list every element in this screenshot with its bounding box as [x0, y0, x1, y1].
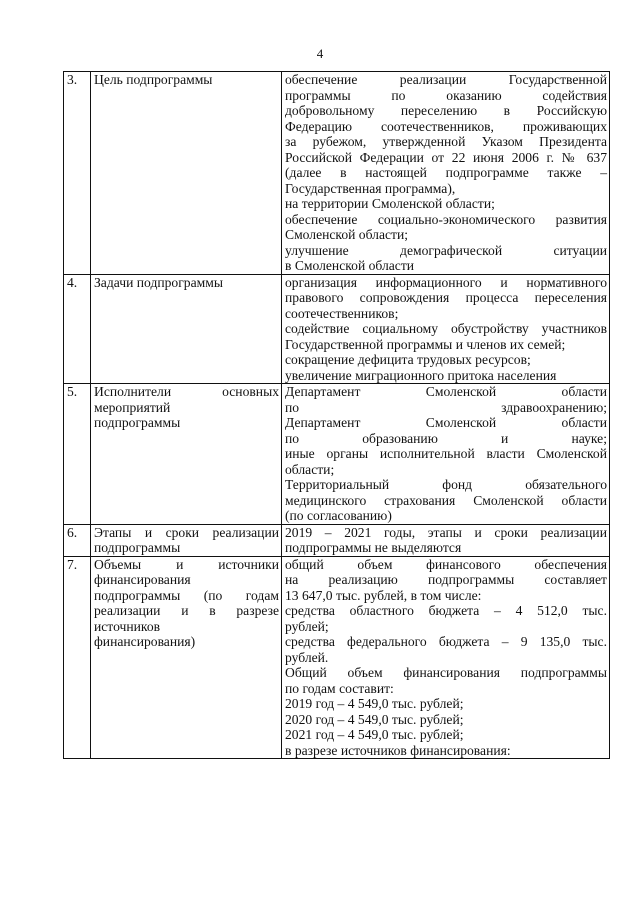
parameter-value-line: Общий объем финансирования подпрограммы [285, 665, 607, 680]
parameter-value-line: 2019 – 2021 годы, этапы и сроки реализации [285, 524, 607, 540]
parameter-value-line: Государственной программы и членов их семей; [285, 336, 566, 352]
parameter-value [282, 556, 610, 759]
table-body [64, 72, 610, 759]
parameter-value-line: рублей; [285, 618, 329, 634]
row-number: 3. [64, 72, 91, 275]
parameter-value-line: обеспечение социально-экономического развития [285, 211, 607, 227]
parameter-name-line: финансирования) [94, 634, 196, 649]
parameter-value [282, 524, 610, 556]
page-number: 4 [316, 46, 324, 61]
parameter-value-line: увеличение миграционного притока населения [285, 367, 557, 383]
parameter-name [91, 524, 282, 556]
parameter-value-line: 2019 год – 4 549,0 тыс. рублей; [285, 696, 464, 711]
parameter-name-line: подпрограммы [94, 540, 181, 555]
parameter-name-line: финансирования [94, 572, 191, 587]
row-number: 7. [64, 556, 91, 759]
parameter-name-line: Цель подпрограммы [94, 72, 213, 87]
parameter-value-line: области; [285, 461, 335, 477]
parameter-value-line: сокращение дефицита трудовых ресурсов; [285, 352, 531, 367]
parameter-value-line: правового сопровождения процесса переселения [285, 290, 607, 305]
parameter-value-line: средства областного бюджета – 4 512,0 тыс. [285, 603, 607, 618]
parameter-value-line: по здравоохранению; [285, 399, 607, 415]
row-number: 6. [64, 524, 91, 556]
parameter-value-line: 13 647,0 тыс. рублей, в том числе: [285, 587, 482, 603]
parameter-value [282, 274, 610, 384]
table-row [64, 556, 610, 759]
parameter-value-line: подпрограммы не выделяются [285, 540, 462, 555]
parameter-value-line: иные органы исполнительной власти Смоленской [285, 446, 607, 461]
parameter-value-line: содействие социальному обустройству участников [285, 321, 607, 336]
parameter-value-line: средства федерального бюджета – 9 135,0 тыс. [285, 634, 607, 649]
parameter-name-line: подпрограммы (по годам [94, 587, 279, 603]
parameter-value-line: Территориальный фонд обязательного [285, 477, 607, 492]
parameter-value-line: (далее в настоящей подпрограмме также – [285, 165, 607, 180]
subprogram-passport-table [63, 71, 610, 759]
parameter-name [91, 72, 282, 275]
parameter-value-line: Департамент Смоленской области [285, 415, 607, 430]
parameter-name [91, 556, 282, 759]
table-row [64, 72, 610, 275]
parameter-name-line: Исполнители основных [94, 384, 279, 399]
parameter-name [91, 274, 282, 384]
parameter-name [91, 384, 282, 525]
parameter-value-line: на реализацию подпрограммы составляет [285, 572, 607, 587]
parameter-value-line: улучшение демографической ситуации [285, 242, 607, 258]
parameter-name-line: Этапы и сроки реализации [94, 524, 279, 540]
parameter-value-line: обеспечение реализации Государственной [285, 72, 607, 87]
parameter-value-line: рублей. [285, 649, 329, 665]
parameter-value [282, 384, 610, 525]
parameter-value-line: в разрезе источников финансирования: [285, 742, 511, 758]
row-number: 4. [64, 274, 91, 384]
parameter-value-line: 2020 год – 4 549,0 тыс. рублей; [285, 711, 464, 727]
parameter-name-line: источников [94, 618, 161, 634]
parameter-value-line: по образованию и науке; [285, 430, 607, 446]
parameter-value-line: (по согласованию) [285, 508, 392, 523]
parameter-value-line: на территории Смоленской области; [285, 196, 495, 211]
parameter-name-line: Задачи подпрограммы [94, 274, 223, 290]
parameter-value-line: за рубежом, утвержденной Указом Президента [285, 134, 607, 149]
parameter-name-line: реализации и в разрезе [94, 603, 279, 618]
parameter-value-line: Департамент Смоленской области [285, 384, 607, 399]
parameter-value-line: по годам составит: [285, 680, 394, 696]
row-number: 5. [64, 384, 91, 525]
table-row [64, 274, 610, 384]
parameter-value-line: медицинского страхования Смоленской области [285, 492, 607, 508]
parameter-name-line: подпрограммы [94, 415, 181, 430]
parameter-value-line: Государственная программа), [285, 180, 456, 196]
parameter-value-line: программы по оказанию содействия [285, 87, 607, 103]
parameter-name-line: мероприятий [94, 399, 171, 415]
parameter-value-line: организация информационного и нормативного [285, 274, 607, 290]
parameter-value-line: в Смоленской области [285, 258, 415, 273]
parameter-value-line: добровольному переселению в Российскую [285, 103, 607, 118]
parameter-value-line: 2021 год – 4 549,0 тыс. рублей; [285, 727, 464, 742]
parameter-value-line: Федерацию соотечественников, проживающих [285, 118, 607, 134]
parameter-name-line: Объемы и источники [94, 556, 279, 572]
parameter-value-line: Смоленской области; [285, 227, 409, 242]
parameter-value-line: соотечественников; [285, 305, 399, 321]
table-row [64, 524, 610, 556]
parameter-value [282, 72, 610, 275]
table-row [64, 384, 610, 525]
parameter-value-line: общий объем финансового обеспечения [285, 556, 607, 572]
parameter-value-line: Российской Федерации от 22 июня 2006 г. № 637 [285, 149, 607, 165]
